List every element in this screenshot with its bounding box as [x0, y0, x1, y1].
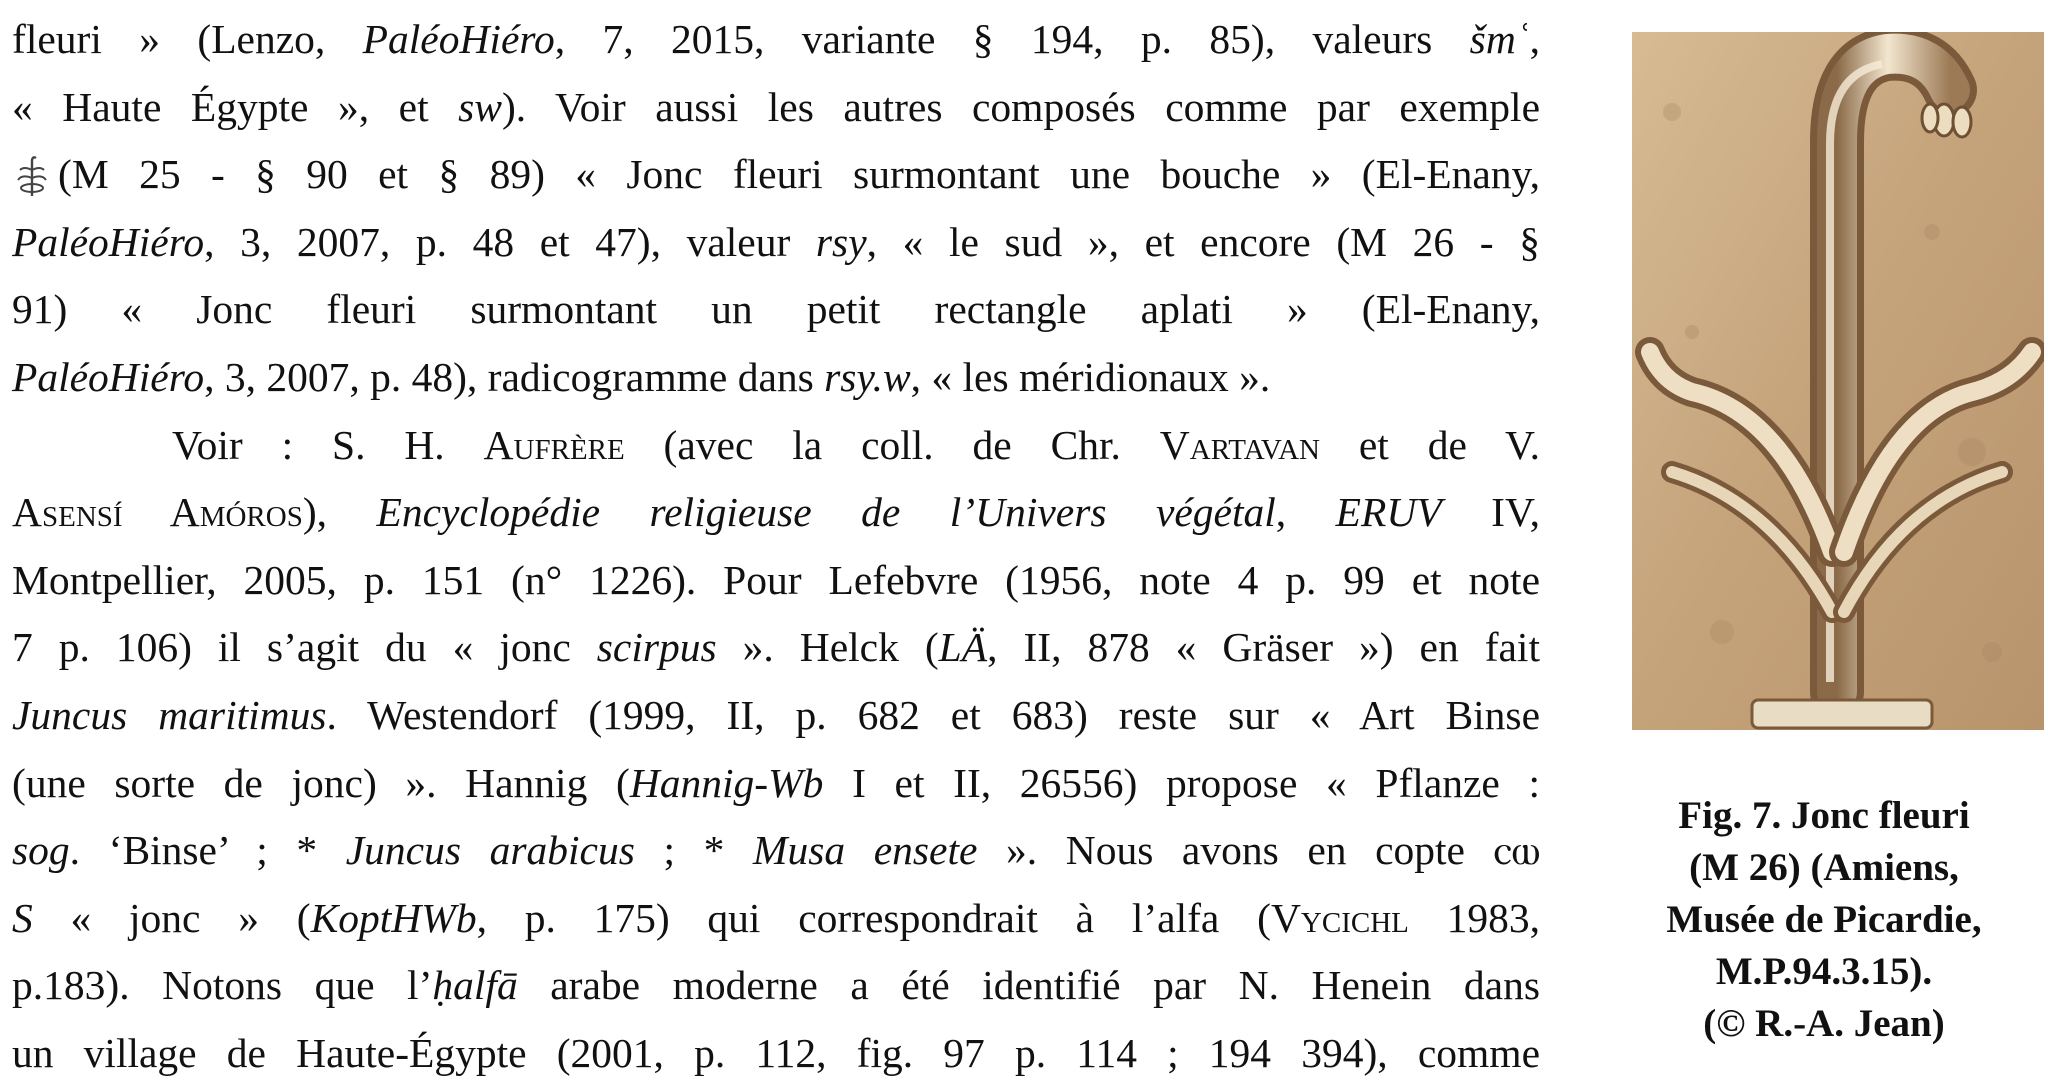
text-line-2: « Haute Égypte », et sw). Voir aussi les autres composés comme par exemple	[12, 83, 1540, 130]
relief-flowering-reed-photo	[1632, 32, 2044, 730]
text-line-4: PaléoHiéro, 3, 2007, p. 48 et 47), valeur rsy, « le sud », et encore (M 26 - §	[12, 218, 1540, 265]
text-line-15: p.183). Notons que l’ḥalfā arabe moderne a été identifié par N. Henein dans	[12, 962, 1540, 1009]
caption-line-3: Musée de Picardie,	[1666, 898, 1982, 941]
caption-line-5: (© R.-A. Jean)	[1703, 1002, 1945, 1045]
text-line-14: S « jonc » (KoptHWb, p. 175) qui correspondrait à l’alfa (Vycichl 1983,	[12, 894, 1540, 941]
text-line-11: Juncus maritimus. Westendorf (1999, II, p. 682 et 683) reste sur « Art Binse	[12, 691, 1540, 738]
text-line-16: un village de Haute-Égypte (2001, p. 112, fig. 97 p. 114 ; 194 394), comme	[12, 1029, 1540, 1076]
text-line-9: Montpellier, 2005, p. 151 (n° 1226). Pour Lefebvre (1956, note 4 p. 99 et note	[12, 556, 1540, 603]
text-line-8: Asensí Amóros), Encyclopédie religieuse de l’Univers végétal, ERUV IV,	[12, 489, 1540, 536]
text-line-7: Voir : S. H. Aufrère (avec la coll. de Chr. Vartavan et de V.	[172, 421, 1540, 468]
body-text	[12, 6, 1540, 1088]
text-line-10: 7 p. 106) il s’agit du « jonc scirpus ». Helck (LÄ, II, 878 « Gräser ») en fait	[12, 624, 1540, 671]
hieroglyph-m25-icon	[12, 151, 54, 195]
text-line-5: 91) « Jonc fleuri surmontant un petit rectangle aplati » (El-Enany,	[12, 286, 1540, 333]
text-line-6: PaléoHiéro, 3, 2007, p. 48), radicogramme dans rsy.w, « les méridionaux ».	[12, 353, 1271, 400]
text-line-1: fleuri » (Lenzo, PaléoHiéro, 7, 2015, variante § 194, p. 85), valeurs šmʿ,	[12, 16, 1540, 62]
caption-line-2: (M 26) (Amiens,	[1689, 846, 1959, 889]
caption-line-4: M.P.94.3.15).	[1715, 950, 1933, 993]
figure-caption	[1600, 790, 2048, 1050]
text-line-12: (une sorte de jonc) ». Hannig (Hannig-Wb I et II, 26556) propose « Pflanze :	[12, 759, 1540, 806]
text-line-13: sog. ‘Binse’ ; * Juncus arabicus ; * Musa ensete ». Nous avons en copte ⲥⲱ	[12, 827, 1540, 874]
text-line-3: (M 25 - § 90 et § 89) « Jonc fleuri surmontant une bouche » (El-Enany,	[12, 141, 1540, 209]
caption-line-1: Fig. 7. Jonc fleuri	[1678, 794, 1970, 837]
